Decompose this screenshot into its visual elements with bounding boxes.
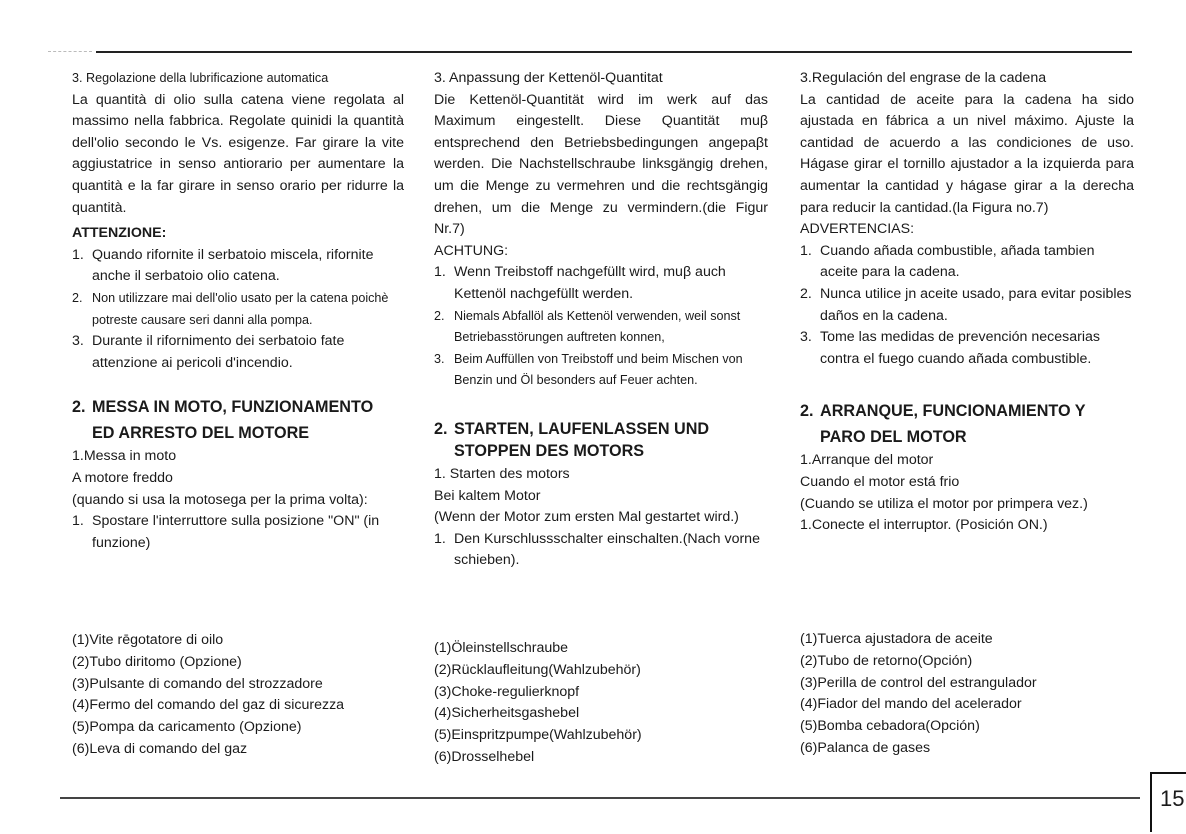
page-number: 15 bbox=[1150, 772, 1186, 832]
list-item: 3. Tome las medidas de prevención necesarias contra el fuego cuando añada combustible. bbox=[800, 329, 1100, 367]
list-item: (1)Tuerca ajustadora de aceite bbox=[800, 631, 993, 647]
list-item: (3)Choke-regulierknopf bbox=[434, 683, 580, 700]
list-item: (2)Rücklaufleitung(Wahlzubehör) bbox=[434, 661, 641, 678]
es-start-line: 1.Conecte el interruptor. (Posición ON.) bbox=[800, 517, 1048, 534]
list-item: 3. Beim Auffüllen von Treibstoff und beim Mischen von Benzin und Öl besonders auf Feuer achten. bbox=[434, 351, 743, 388]
list-item: (1)Öleinstellschraube bbox=[434, 640, 569, 656]
list-item: (6)Palanca de gases bbox=[800, 739, 931, 756]
de-section3-body: Die Kettenöl-Quantität wird im werk auf das Maximum eingestellt. Diese Quantität muβ entsprechend den Betriebsbedingungen angepaβt werden. Die Nachstellschraube linksgängig drehen, um die Menge zu vermehren und die rechtsgängig drehen, um die Menge zu vermindern.(die Figur Nr.7) bbox=[434, 91, 768, 238]
list-item: 3. Durante il rifornimento dei serbatoio fate attenzione ai pericoli d'incendio. bbox=[72, 333, 345, 371]
it-start-line: 1.Messa in moto bbox=[72, 448, 177, 465]
es-section-heading: 2. ARRANQUE, FUNCIONAMIENTO Y PARO DEL MOTOR bbox=[800, 402, 1086, 447]
list-item: 1. Quando rifornite il serbatoio miscela, rifornite anche il serbatoio olio catena. bbox=[72, 246, 374, 285]
it-start-line: (quando si usa la motosega per la prima volta): bbox=[72, 491, 368, 508]
list-item: (3)Pulsante di comando del strozzadore bbox=[72, 675, 323, 692]
list-item: (2)Tubo diritomo (Opzione) bbox=[72, 653, 242, 670]
es-warning-title: ADVERTENCIAS: bbox=[800, 221, 915, 238]
es-start-line: (Cuando se utiliza el motor por primpera vez.) bbox=[800, 495, 1088, 512]
list-item: (1)Vite rēgotatore di oilo bbox=[72, 632, 224, 648]
list-item: (6)Leva di comando del gaz bbox=[72, 740, 248, 757]
top-rule-dash bbox=[48, 51, 92, 52]
list-item: 1. Cuando añada combustible, añada tambien aceite para la cadena. bbox=[800, 242, 1095, 281]
de-warning-title: ACHTUNG: bbox=[434, 242, 509, 259]
list-item: (4)Sicherheitsgashebel bbox=[434, 705, 580, 722]
de-start-line: 1. Starten des motors bbox=[434, 465, 570, 482]
de-section3-title: 3. Anpassung der Kettenöl-Quantitat bbox=[434, 70, 663, 86]
list-item: 1. Wenn Treibstoff nachgefüllt wird, muβ auch Kettenöl nachgefüllt werden. bbox=[434, 264, 726, 302]
list-item: (4)Fiador del mando del acelerador bbox=[800, 696, 1022, 713]
de-start-line: Bei kaltem Motor bbox=[434, 487, 541, 504]
top-rule bbox=[96, 51, 1132, 53]
list-item: 1. Den Kurschlussschalter einschalten.(Nach vorne schieben). bbox=[434, 530, 760, 569]
es-section3-title: 3.Regulación del engrase de la cadena bbox=[800, 70, 1047, 86]
es-start-line: 1.Arranque del motor bbox=[800, 452, 934, 469]
list-item: (2)Tubo de retorno(Opción) bbox=[800, 652, 973, 669]
bottom-rule bbox=[60, 797, 1140, 799]
es-start-line: Cuando el motor está frio bbox=[800, 473, 960, 490]
it-warning-title: ATTENZIONE: bbox=[72, 225, 167, 242]
it-warning-list bbox=[72, 245, 404, 375]
italian-column bbox=[72, 68, 404, 554]
it-section-heading: 2. MESSA IN MOTO, FUNZIONAMENTO ED ARRESTO DEL MOTORE bbox=[72, 398, 374, 443]
list-item: (5)Pompa da caricamento (Opzione) bbox=[72, 719, 302, 736]
de-section-heading: 2. STARTEN, LAUFENLASSEN UND STOPPEN DES MOTORS bbox=[434, 419, 710, 460]
spanish-column bbox=[800, 68, 1134, 537]
it-start-line: A motore freddo bbox=[72, 469, 173, 486]
es-section3-body: La cantidad de aceite para la cadena ha sido ajustada en fábrica a un nivel máximo. Ajuste la cantidad de acuerdo a las condiciones de uso. Hágase girar el tornillo ajustador a la izquierda para aumentar la cantidad y hágase girar a la derecha para reducir la cantidad.(la Figura no.7) bbox=[800, 91, 1134, 216]
de-warning-list bbox=[434, 262, 768, 392]
list-item: 2. Niemals Abfallöl als Kettenöl verwenden, weil sonst Betriebasstörungen auftreten konnen, bbox=[434, 308, 741, 345]
list-item: (4)Fermo del comando del gaz di sicurezza bbox=[72, 697, 345, 714]
es-warning-list bbox=[800, 241, 1134, 371]
list-item: (3)Perilla de control del estrangulador bbox=[800, 674, 1037, 691]
german-column bbox=[434, 68, 768, 572]
list-item: 1. Spostare l'interruttore sulla posizione "ON" (in funzione) bbox=[72, 513, 380, 551]
it-section3-title: 3. Regolazione della lubrificazione automatica bbox=[72, 71, 329, 85]
list-item: (5)Einspritzpumpe(Wahlzubehör) bbox=[434, 727, 642, 744]
list-item: 2. Nunca utilice jn aceite usado, para evitar posibles daños en la cadena. bbox=[800, 285, 1132, 324]
list-item: (6)Drosselhebel bbox=[434, 748, 535, 765]
it-step-list bbox=[72, 511, 404, 554]
it-parts-list bbox=[72, 630, 344, 761]
de-step-list bbox=[434, 529, 768, 572]
it-section3-body: La quantità di olio sulla catena viene regolata al massimo nella fabbrica. Regolate quinidi la quantità dell'olio secondo le Vs. esigenze. Far girare la vite aggiustatrice in senso antiorario per aumentare la quantità e la far girare in senso orario per ridurre la quantità. bbox=[72, 91, 404, 216]
de-start-line: (Wenn der Motor zum ersten Mal gestartet wird.) bbox=[434, 509, 739, 526]
list-item: (5)Bomba cebadora(Opción) bbox=[800, 718, 980, 735]
list-item: 2. Non utilizzare mai dell'olio usato per la catena poichè potreste causare seri danni alla pompa. bbox=[72, 290, 389, 327]
de-parts-list bbox=[434, 638, 642, 769]
es-parts-list bbox=[800, 629, 1037, 760]
